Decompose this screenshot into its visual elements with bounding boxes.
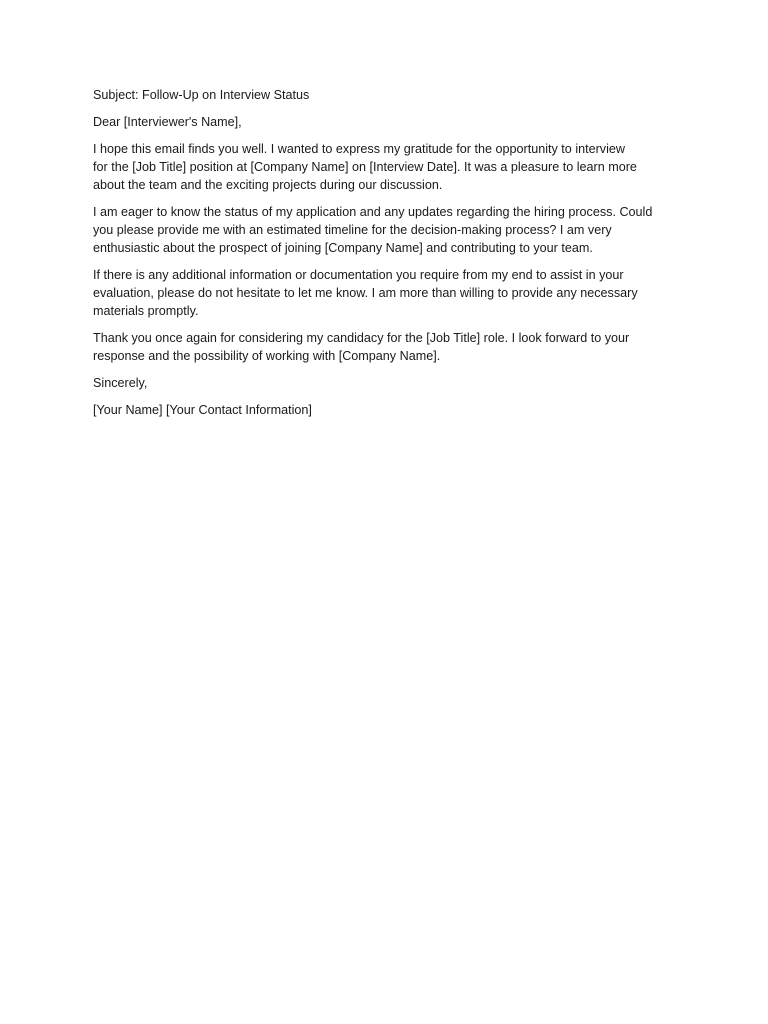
signature [93, 401, 693, 419]
closing-text: Sincerely, [93, 376, 148, 390]
paragraph-line: for the [Job Title] position at [Company Name] on [Interview Date]. It was a pleasure to learn more [93, 160, 637, 174]
closing [93, 374, 693, 392]
salutation [93, 113, 693, 131]
paragraph-additional-info [93, 266, 693, 320]
paragraph-line: about the team and the exciting projects during our discussion. [93, 178, 443, 192]
paragraph-line: evaluation, please do not hesitate to let me know. I am more than willing to provide any necessary [93, 286, 638, 300]
paragraph-line: materials promptly. [93, 304, 199, 318]
paragraph-thanks [93, 329, 693, 365]
signature-text: [Your Name] [Your Contact Information] [93, 403, 312, 417]
paragraph-line: response and the possibility of working with [Company Name]. [93, 349, 441, 363]
paragraph-line: I hope this email finds you well. I wanted to express my gratitude for the opportunity to interview [93, 142, 626, 156]
paragraph-line: If there is any additional information or documentation you require from my end to assist in your [93, 268, 624, 282]
paragraph-gratitude [93, 140, 693, 194]
paragraph-line: Thank you once again for considering my candidacy for the [Job Title] role. I look forward to your [93, 331, 630, 345]
paragraph-line: enthusiastic about the prospect of joining [Company Name] and contributing to your team. [93, 241, 593, 255]
letter-body [93, 86, 693, 428]
paragraph-status-inquiry [93, 203, 693, 257]
subject-text: Subject: Follow-Up on Interview Status [93, 88, 310, 102]
paragraph-line: I am eager to know the status of my application and any updates regarding the hiring process. Could [93, 205, 653, 219]
subject-line [93, 86, 693, 104]
salutation-text: Dear [Interviewer's Name], [93, 115, 242, 129]
paragraph-line: you please provide me with an estimated timeline for the decision-making process? I am very [93, 223, 612, 237]
